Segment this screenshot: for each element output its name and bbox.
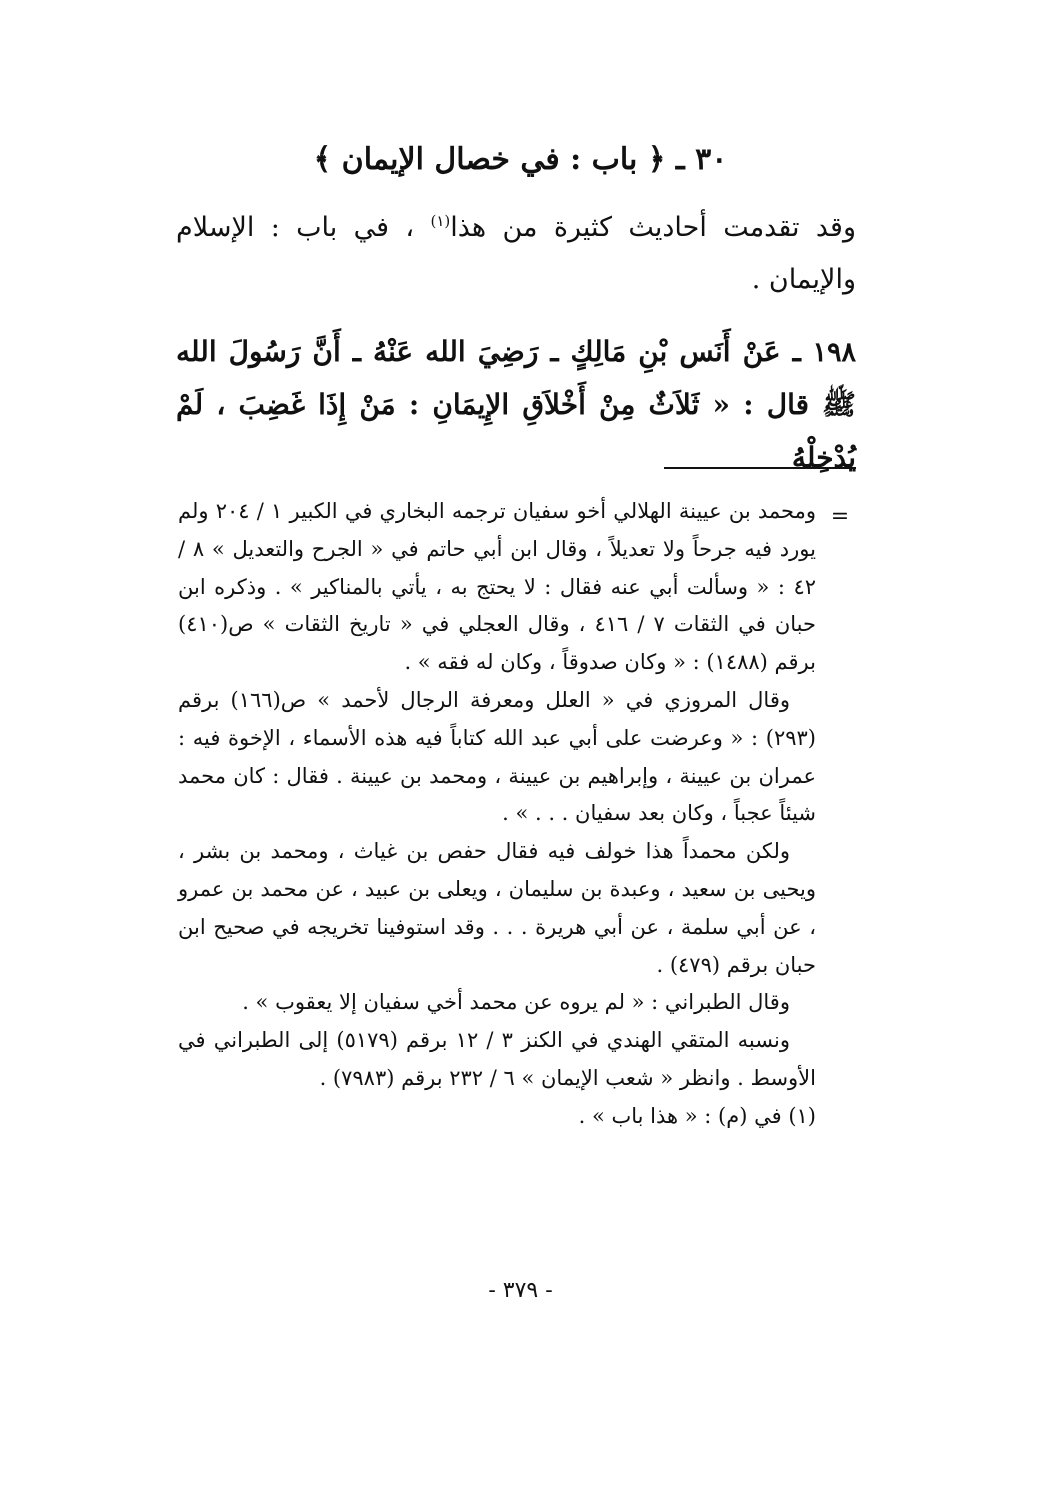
intro-text-after-ref: ، في باب : الإسلام والإيمان . [176,212,856,295]
intro-paragraph [176,202,856,306]
intro-text-before-ref: وقد تقدمت أحاديث كثيرة من هذا [450,212,856,243]
footnote-continuation-mark: = [830,504,850,529]
footnotes-section [178,493,816,1136]
footnote-paragraph: ولكن محمداً هذا خولف فيه فقال حفص بن غياث ، ومحمد بن بشر ، ويحيى بن سعيد ، وعبدة بن سليمان ، ويعلى بن عبيد ، عن محمد بن عمرو ، عن أبي سلمة ، عن أبي هريرة . . . وقد استوفينا تخريجه في صحيح ابن حبان برقم (٤٧٩) . [178,839,816,977]
chapter-number: ٣٠ [695,142,728,177]
hadith-narration: ـ عَنْ أَنَس بْنِ مَالِكٍ ـ رَضِيَ الله عَنْهُ ـ أَنَّ رَسُولَ الله ﷺ قال : « ثَلاَثٌ مِنْ أَخْلاَقِ الإِيمَانِ : مَنْ إِذَا غَضِبَ ، لَمْ يُدْخِلْهُ [176,335,856,474]
footnote-paragraph: وقال الطبراني : « لم يروه عن محمد أخي سفيان إلا يعقوب » . [242,990,790,1015]
footnote-ref-1: (١) [430,212,451,230]
footnote-1: (١) في (م) : « هذا باب » . [578,1103,816,1128]
page-number: - ٣٧٩ - [488,1278,553,1303]
chapter-dash: ـ [665,142,685,177]
hadith-number: ١٩٨ [812,337,856,368]
footnote-paragraph: ونسبه المتقي الهندي في الكنز ٣ / ١٢ برقم (٥١٧٩) إلى الطبراني في الأوسط . وانظر « شعب الإيمان » ٦ / ٢٣٢ برقم (٧٩٨٣) . [178,1028,816,1090]
hadith-paragraph [176,326,856,485]
footnote-paragraph: وقال المروزي في « العلل ومعرفة الرجال لأحمد » ص(١٦٦) برقم (٢٩٣) : « وعرضت على أبي عبد الله كتاباً فيه هذه الأسماء ، الإخوة فيه : عمران بن عيينة ، وإبراهيم بن عيينة ، ومحمد بن عيينة . فقال : كان محمد شيئاً عجباً ، وكان بعد سفيان . . . » . [178,687,816,826]
footnote-separator [664,467,856,469]
footnote-paragraph: ومحمد بن عيينة الهلالي أخو سفيان ترجمه البخاري في الكبير ١ / ٢٠٤ ولم يورد فيه جرحاً ولا تعديلاً ، وقال ابن أبي حاتم في « الجرح والتعديل » ٨ / ٤٢ : « وسألت أبي عنه فقال : لا يحتج به ، يأتي بالمناكير » . وذكره ابن حبان في الثقات ٧ / ٤١٦ ، وقال العجلي في « تاريخ الثقات » ص(٤١٠) برقم (١٤٨٨) : « وكان صدوقاً ، وكان له فقه » . [178,499,816,675]
chapter-title: ﴿ باب : في خصال الإيمان ﴾ [313,142,666,177]
chapter-heading [0,140,1041,180]
